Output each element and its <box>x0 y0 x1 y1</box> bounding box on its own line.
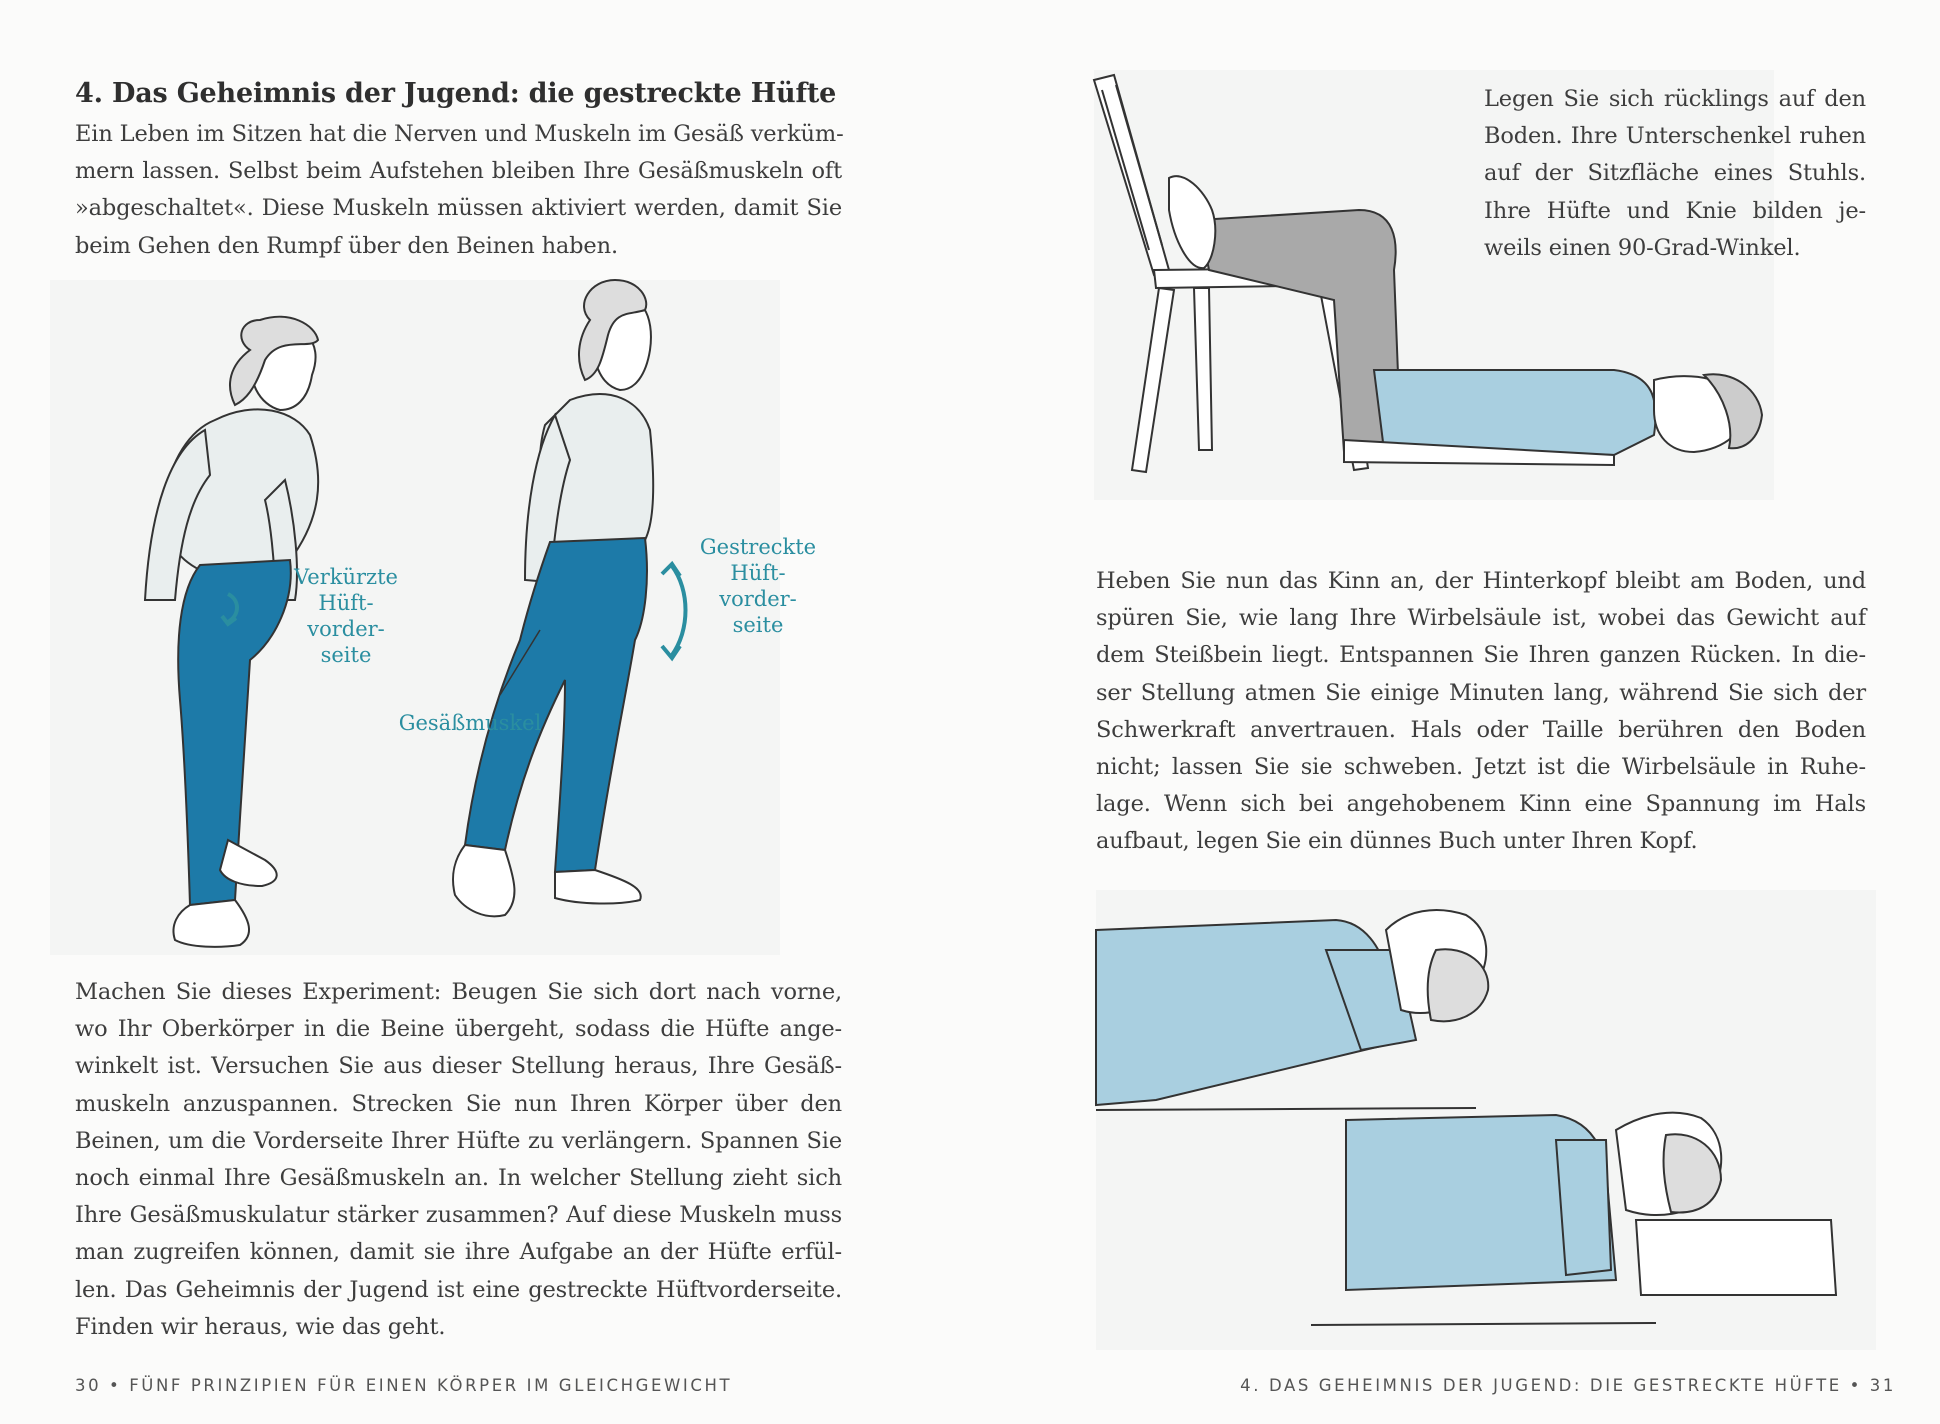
text-line: nicht; lassen Sie sie schweben. Jetzt ist die Wirbelsäule in Ruhe- <box>1096 754 1866 781</box>
label-line: Hüft- <box>318 591 374 615</box>
spine-paragraph <box>1096 563 1866 861</box>
section-heading: 4. Das Geheimnis der Jugend: die gestreckte Hüfte <box>75 78 837 109</box>
text-line: Legen Sie sich rücklings auf den <box>1484 86 1866 112</box>
label-line: vorder- <box>719 587 797 611</box>
page-footer-right: 4. DAS GEHEIMNIS DER JUGEND: DIE GESTRECKTE HÜFTE • 31 <box>1240 1376 1896 1395</box>
text-line: Finden wir heraus, wie das geht. <box>75 1313 446 1340</box>
text-line: Ihre Gesäßmuskulatur stärker zusammen? Auf diese Muskeln muss <box>75 1202 842 1229</box>
text-line: Ihre Hüfte und Knie bilden je- <box>1484 197 1866 224</box>
page-footer-left: 30 • FÜNF PRINZIPIEN FÜR EINEN KÖRPER IM GLEICHGEWICHT <box>75 1376 733 1395</box>
chair-caption <box>1484 81 1866 267</box>
text-line: weils einen 90-Grad-Winkel. <box>1484 234 1801 261</box>
text-line: noch einmal Ihre Gesäßmuskeln an. In welcher Stellung zieht sich <box>75 1165 842 1192</box>
text-line: dem Steißbein liegt. Entspannen Sie Ihren ganzen Rücken. In die- <box>1096 642 1866 669</box>
label-line: seite <box>732 613 784 637</box>
text-line: beim Gehen den Rumpf über den Beinen haben. <box>75 232 618 259</box>
label-line: seite <box>320 643 372 667</box>
label-stretched-hip <box>696 534 820 638</box>
book-icon <box>1636 1220 1836 1295</box>
text-line: wo Ihr Oberkörper in die Beine übergeht, sodass die Hüfte ange- <box>75 1016 842 1043</box>
experiment-paragraph <box>75 974 842 1346</box>
text-line: winkelt ist. Versuchen Sie aus dieser Stellung heraus, Ihre Gesäß- <box>75 1053 842 1080</box>
text-line: spüren Sie, wie lang Ihre Wirbelsäule ist, wobei das Gewicht auf <box>1096 605 1866 632</box>
text-line: Ein Leben im Sitzen hat die Nerven und Muskeln im Gesäß verküm- <box>75 121 844 147</box>
label-line: Gestreckte <box>699 535 817 559</box>
right-page <box>970 0 1940 1424</box>
text-line: Machen Sie dieses Experiment: Beugen Sie sich dort nach vorne, <box>75 979 842 1005</box>
text-line: len. Das Geheimnis der Jugend ist eine gestreckte Hüftvorderseite. <box>75 1276 842 1303</box>
label-line: Hüft- <box>730 561 786 585</box>
label-line: vorder- <box>307 617 385 641</box>
text-line: muskeln anzuspannen. Strecken Sie nun Ihren Körper über den <box>75 1090 842 1117</box>
label-line: Verkürzte <box>294 565 398 589</box>
text-line: auf der Sitzfläche eines Stuhls. <box>1484 160 1866 187</box>
text-line: lage. Wenn sich bei angehobenem Kinn eine Spannung im Hals <box>1096 791 1866 818</box>
text-line: Boden. Ihre Unterschenkel ruhen <box>1484 123 1866 150</box>
label-gluteus: Gesäßmuskel <box>398 711 542 735</box>
posture-illustration <box>50 280 790 960</box>
text-line: »abgeschaltet«. Diese Muskeln müssen aktiviert werden, damit Sie <box>75 195 842 222</box>
text-line: man zugreifen können, damit sie ihre Aufgabe an der Hüfte erfül- <box>75 1239 842 1266</box>
text-line: mern lassen. Selbst beim Aufstehen bleiben Ihre Gesäßmuskeln oft <box>75 158 842 185</box>
head-position-illustration <box>1096 890 1876 1350</box>
text-line: Heben Sie nun das Kinn an, der Hinterkopf bleibt am Boden, und <box>1096 568 1866 594</box>
text-line: Beinen, um die Vorderseite Ihrer Hüfte zu verlängern. Spannen Sie <box>75 1127 842 1154</box>
label-shortened-hip <box>284 564 408 668</box>
intro-paragraph <box>75 116 842 265</box>
text-line: aufbaut, legen Sie ein dünnes Buch unter Ihren Kopf. <box>1096 828 1698 855</box>
text-line: ser Stellung atmen Sie einige Minuten lang, während Sie sich der <box>1096 679 1866 706</box>
text-line: Schwerkraft anvertrauen. Hals oder Taille berühren den Boden <box>1096 716 1866 743</box>
